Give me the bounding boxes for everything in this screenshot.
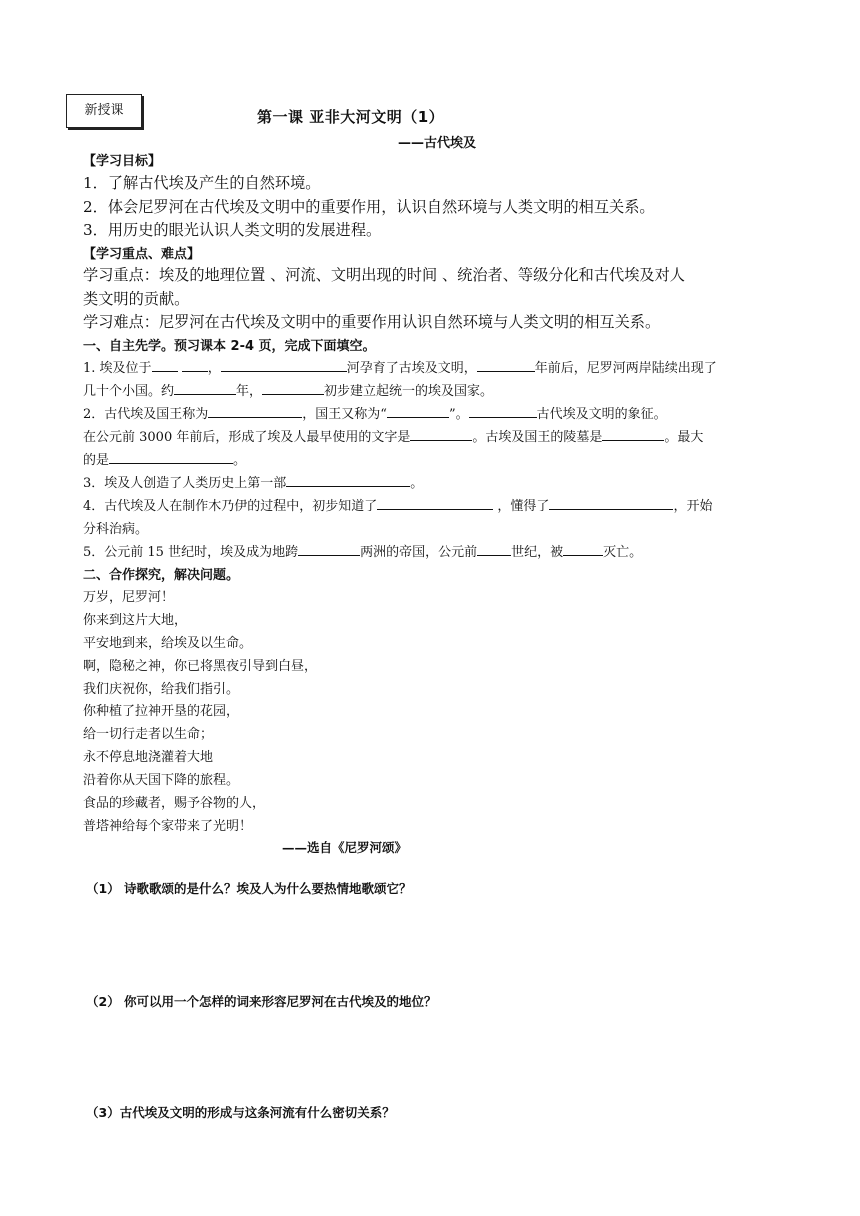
answer-blank[interactable] (109, 450, 233, 464)
answer-blank[interactable] (563, 542, 603, 556)
poem-line: 永不停息地浇灌着大地 (83, 750, 214, 765)
answer-blank[interactable] (602, 427, 664, 441)
poem-line: 你种植了拉神开垦的花园， (83, 704, 240, 719)
poem-line: 啊，隐秘之神，你已将黑夜引导到白昼， (83, 659, 318, 674)
page-title: 第一课 亚非大河文明（1） (257, 108, 445, 126)
objectives-heading: 【学习目标】 (83, 154, 162, 169)
answer-blank[interactable] (469, 404, 537, 418)
poem-line: 普塔神给每个家带来了光明！ (83, 819, 253, 834)
answer-blank[interactable] (549, 496, 673, 510)
lesson-type-label: 新授课 (84, 103, 124, 118)
poem-line: 食品的珍藏者，赐予谷物的人， (83, 796, 266, 811)
poem-line: 平安地到来，给埃及以生命。 (83, 636, 253, 651)
fill-question-1: 1. 埃及位于 ， 河孕育了古埃及文明， 年前后，尼罗河两岸陆续出现了 (83, 357, 717, 376)
focus-text-line1: 学习重点：埃及的地理位置 、河流、文明出现的时间 、统治者、等级分化和古代埃及对人 (83, 266, 685, 284)
poem-line: 万岁，尼罗河！ (83, 590, 175, 605)
objective-item: 1．了解古代埃及产生的自然环境。 (83, 174, 321, 192)
discussion-question-2: （2） 你可以用一个怎样的词来形容尼罗河在古代埃及的地位？ (86, 994, 437, 1009)
objective-item: 3．用历史的眼光认识人类文明的发展进程。 (83, 221, 382, 239)
section2-heading: 二、合作探究，解决问题。 (83, 568, 240, 583)
poem-source: ——选自《尼罗河颂》 (282, 840, 408, 855)
fill-question-2-line3: 的是 。 (83, 449, 246, 468)
answer-blank[interactable] (477, 542, 511, 556)
answer-blank[interactable] (387, 404, 449, 418)
answer-blank[interactable] (477, 358, 535, 372)
poem-line: 我们庆祝你，给我们指引。 (83, 682, 240, 697)
answer-blank[interactable] (208, 404, 302, 418)
answer-blank[interactable] (262, 381, 324, 395)
lesson-type-box (66, 94, 142, 128)
focus-text-line2: 类文明的贡献。 (83, 290, 190, 308)
fill-question-5: 5．公元前 15 世纪时，埃及成为地跨 两洲的帝国，公元前 世纪，被 灭亡。 (83, 541, 642, 560)
answer-blank[interactable] (410, 427, 472, 441)
fill-question-4: 4．古代埃及人在制作木乃伊的过程中，初步知道了 ，懂得了 ，开始 (83, 495, 712, 514)
discussion-question-1: （1） 诗歌歌颂的是什么？埃及人为什么要热情地歌颂它？ (86, 881, 412, 896)
answer-blank[interactable] (182, 358, 208, 372)
answer-blank[interactable] (377, 496, 493, 510)
answer-blank[interactable] (174, 381, 236, 395)
objective-item: 2．体会尼罗河在古代埃及文明中的重要作用，认识自然环境与人类文明的相互关系。 (83, 198, 655, 216)
fill-question-3: 3．埃及人创造了人类历史上第一部 。 (83, 472, 423, 491)
fill-question-2-line2: 在公元前 3000 年前后，形成了埃及人最早使用的文字是 。古埃及国王的陵墓是 。最大 (83, 426, 703, 445)
fill-question-2: 2．古代埃及国王称为 ，国王又称为“ ”。 古代埃及文明的象征。 (83, 403, 667, 422)
fill-question-4-line2: 分科治病。 (83, 522, 149, 537)
discussion-question-3: （3）古代埃及文明的形成与这条河流有什么密切关系？ (86, 1105, 395, 1120)
section1-heading: 一、自主先学。预习课本 2-4 页，完成下面填空。 (83, 339, 376, 354)
answer-blank[interactable] (221, 358, 347, 372)
keypoints-heading: 【学习重点、难点】 (83, 247, 201, 262)
fill-question-1-line2: 几十个小国。约 年， 初步建立起统一的埃及国家。 (83, 380, 493, 399)
answer-blank[interactable] (298, 542, 360, 556)
poem-line: 给一切行走者以生命； (83, 727, 214, 742)
poem-line: 沿着你从天国下降的旅程。 (83, 773, 240, 788)
answer-blank[interactable] (286, 473, 410, 487)
page-subtitle: ——古代埃及 (398, 136, 477, 151)
answer-blank[interactable] (152, 358, 178, 372)
poem-line: 你来到这片大地， (83, 613, 188, 628)
difficulty-text: 学习难点：尼罗河在古代埃及文明中的重要作用认识自然环境与人类文明的相互关系。 (83, 313, 661, 331)
